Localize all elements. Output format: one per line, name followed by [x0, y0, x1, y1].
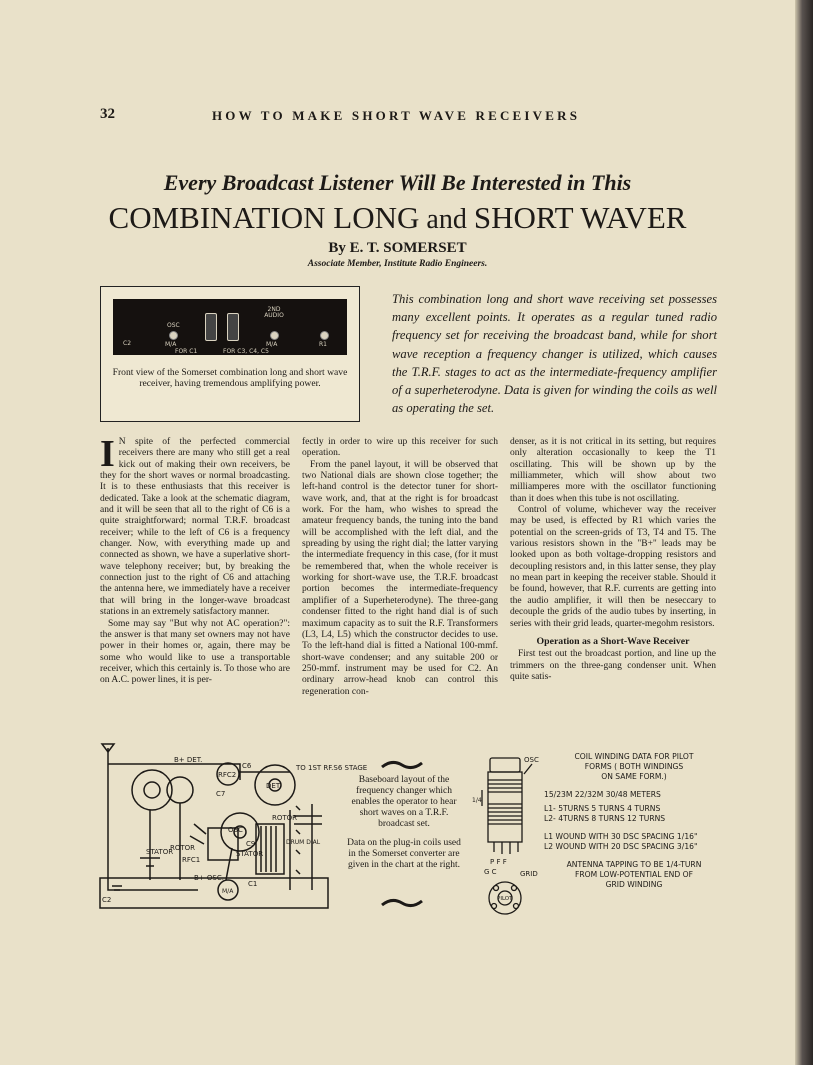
photo-caption: Front view of the Somerset combination long and short wave receiver, having tremendous amplifying power.	[112, 367, 348, 389]
r1-knob-icon	[320, 331, 329, 340]
caption-paragraph: Baseboard layout of the frequency changer which enables the operator to hear short waves on a T.R.F. broadcast set.	[351, 775, 457, 829]
author-title: Associate Member, Institute Radio Engineers.	[307, 259, 488, 269]
book-spine-edge	[795, 0, 813, 1065]
body-column-2	[302, 437, 498, 698]
label-c7: C7	[216, 790, 226, 798]
dial-right-icon	[227, 313, 239, 341]
chart-tap-line: ANTENNA TAPPING TO BE 1/4-TURN	[566, 860, 702, 869]
baseboard-caption	[346, 775, 462, 871]
label-ma1: M/A	[165, 341, 177, 348]
chart-title-line: ON SAME FORM.)	[601, 772, 667, 781]
chart-l1-row: L1- 5TURNS 5 TURNS 4 TURNS	[544, 804, 661, 813]
body-paragraph: denser, as it is not critical in its setting, but requires only alteration occasionally to keep the T1 oscillating. This will be shown up by the milliammeter, which will show about two milliamperes more with the oscillator functioning than it does when this tube is not oscillating.	[510, 437, 716, 504]
audio-knob-icon	[270, 331, 279, 340]
dial-left-icon	[205, 313, 217, 341]
label-ma2: M/A	[266, 341, 278, 348]
label-b-det: B+ DET.	[174, 756, 203, 764]
section-subhead: Operation as a Short-Wave Receiver	[536, 635, 690, 647]
label-for-c1: FOR C1	[175, 348, 198, 355]
label-osc: OSC	[167, 322, 180, 329]
label-det: DET.	[266, 782, 282, 790]
label-stator-2: STATOR	[236, 850, 264, 858]
page-number: 32	[100, 106, 115, 122]
label-pins: P F F	[490, 858, 507, 866]
chart-tap-line: GRID WINDING	[605, 880, 663, 889]
label-for-c3: FOR C3, C4, C5	[223, 348, 269, 355]
osc-knob-icon	[169, 331, 178, 340]
label-c1: C1	[248, 880, 258, 888]
label-c2: C2	[102, 896, 112, 904]
baseboard-diagram	[90, 740, 368, 915]
label-second-audio: 2ND AUDIO	[264, 306, 284, 319]
headline-part1: COMBINATION LONG	[108, 200, 420, 235]
chart-title-line: FORMS ( BOTH WINDINGS	[584, 762, 684, 771]
receiver-panel-image	[113, 299, 347, 355]
byline: By E. T. SOMERSET	[328, 240, 467, 256]
label-to-rf: TO 1ST RF.S6 STAGE	[296, 764, 368, 772]
label-stator-1: STATOR	[146, 848, 174, 856]
intro-paragraph: This combination long and short wave receiving set possesses many excellent points. It operates as a regular tuned radio frequency set for receiving the broadcast band, while for short wave reception a frequency changer is utilized, which causes the T.R.F. stages to act as the intermediate-frequency amplifier of a superheterodyne. Data is given for winding the coils as well as operating the set.	[392, 292, 717, 416]
label-b-osc: B+ OSC.	[194, 874, 224, 882]
ornament-top-icon	[380, 758, 424, 772]
body-paragraph: I N spite of the perfected commercial receivers there are many who still get a real kick out of making their own receivers, be they for the short waves or normal broadcasting. It is to these enthusiasts that this receiver is dedicated. Take a look at the schematic diagram, and it will be seen that all to the right of C6 is a quite straightforward; normal T.R.F. broadcast receiver; while to the left of C6 is a frequency changer. Now, with everything made up and connected as shown, we have a superlative short-wave telephony receiver; but, by breaking the connection just to the right of C6 and attaching the antenna here, we immediately have a receiver that will bring in the longer-wave broadcast stations in an extremely satisfactory manner.	[100, 433, 290, 618]
label-rotor-2: ROTOR	[170, 844, 196, 852]
chart-title-line: COIL WINDING DATA FOR PILOT	[574, 752, 694, 761]
label-c9: C9	[246, 840, 256, 848]
body-column-1	[100, 433, 290, 687]
label-osc: OSC	[228, 826, 243, 834]
body-paragraph: fectly in order to wire up this receiver for such operation.	[302, 437, 498, 459]
label-c6: C6	[242, 762, 252, 770]
article-headline	[0, 200, 795, 236]
label-pin-gc: G C	[484, 868, 497, 876]
body-paragraph: From the panel layout, it will be observed that two National dials are shown close together; the left-hand control is the detector tuner for short-wave work, and, that at the right is for broadcast work. For the ham, who wishes to spread the amateur frequency bands, the tuning into the band will be accomplished with the left dial, and the spreading by using the right dial; the latter varying the intermediate frequency in this case, (for it must be remembered that, when the whole receiver is working for short-wave use, the T.R.F. broadcast portion becomes the intermediate-frequency amplifier of a Superheterodyne). The three-gang condenser fitted to the right hand dial is of such maximum capacity as to suit the R.F. Transformers (L3, L4, L5) which the constructor decides to use. To the left-hand dial is fitted a National 100-mmf. short-wave condenser; and any suitable 200 or 250-mmf. instrument may be used for C2. An ordinary arrow-head knob can control this regeneration con-	[302, 459, 498, 697]
label-osc-coil: OSC	[524, 756, 539, 764]
chart-note-l2: L2 WOUND WITH 20 DSC SPACING 3/16"	[544, 842, 698, 851]
label-grid: GRID	[520, 870, 538, 878]
body-paragraph: First test out the broadcast portion, and line up the trimmers on the three-gang condenser unit. When quite satis-	[510, 649, 716, 682]
label-quarter: 1/4	[472, 797, 482, 804]
chart-note-l1: L1 WOUND WITH 30 DSC SPACING 1/16"	[544, 832, 698, 841]
coil-winding-chart	[544, 752, 724, 890]
drop-cap: I	[100, 433, 115, 475]
label-rfc2: RFC2	[218, 771, 237, 779]
body-paragraph: Control of volume, whichever way the receiver may be used, is effected by R1 which varies the potential on the screen-grids of T3, T4 and T5. The various resistors shown in the "B+" leads may be looked upon as both voltage-dropping resistors and decoupling resistors and, in this latter sense, they play no mean part in keeping the receiver stable. Should it be found, however, that R.F. currents are getting into the audio amplifier, it will then be neseccary to decouple the grids of the audio tubes by inserting, in series with their grid leads, quarter-megohm resistors.	[510, 505, 716, 629]
label-rfc1: RFC1	[182, 856, 201, 864]
ornament-bottom-icon	[380, 896, 424, 910]
headline-and: and	[419, 204, 474, 235]
body-column-3	[510, 437, 716, 683]
label-pilot: PILOT	[497, 896, 513, 902]
body-paragraph: Some may say "But why not AC operation?": the answer is that many set owners may not have power in their homes or, again, there may be some who would like to use a transportable receiver, which this certainly is. To those who are on A.C. power lines, it is per-	[100, 618, 290, 686]
label-ma: M/A	[222, 888, 234, 895]
front-view-photo	[100, 286, 360, 422]
label-drum-dial: DRUM DIAL	[286, 839, 321, 846]
caption-paragraph: Data on the plug-in coils used in the Somerset converter are given in the chart at the right.	[347, 838, 461, 870]
label-c2: C2	[123, 340, 132, 347]
article-kicker: Every Broadcast Listener Will Be Interested in This	[163, 170, 632, 195]
chart-l2-row: L2- 4TURNS 8 TURNS 12 TURNS	[544, 814, 666, 823]
chart-bands: 15/23M 22/32M 30/48 METERS	[544, 790, 661, 799]
label-r1: R1	[319, 341, 327, 348]
running-title: HOW TO MAKE SHORT WAVE RECEIVERS	[212, 108, 581, 123]
headline-part2: SHORT WAVER	[473, 200, 687, 235]
label-rotor-1: ROTOR	[272, 814, 298, 822]
chart-tap-line: FROM LOW-POTENTIAL END OF	[575, 870, 693, 879]
